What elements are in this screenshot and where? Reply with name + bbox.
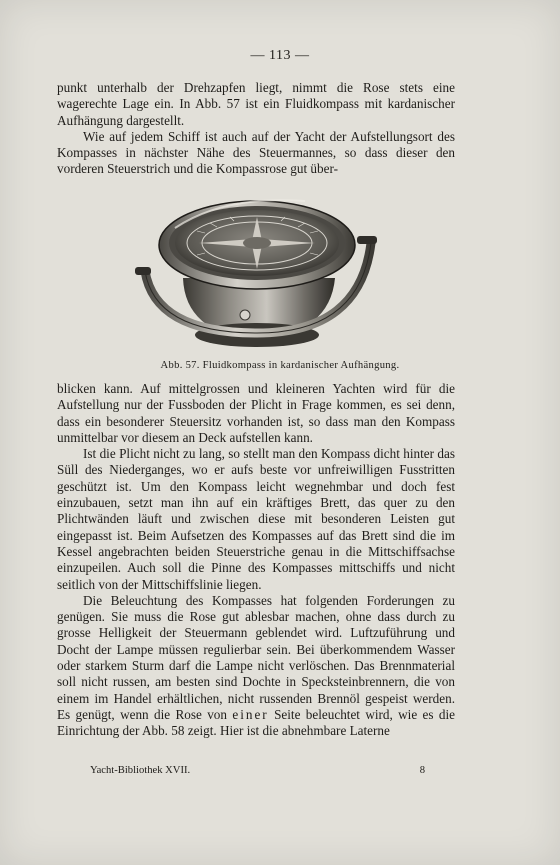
page-footer — [90, 765, 425, 776]
text-block-top — [57, 80, 455, 178]
paragraph-text: Seite beleuchtet wird, wie es die Einrichtung der Abb. 58 zeigt. Hier ist die abnehmbare Laterne — [57, 706, 455, 739]
compass-illustration — [135, 183, 380, 355]
text-block-bottom — [57, 381, 455, 740]
series-title: Yacht-Bibliothek XVII. — [90, 765, 191, 776]
compass-image — [135, 183, 380, 355]
emphasized-word: einer — [232, 706, 269, 722]
paragraph: punkt unterhalb der Drehzapfen liegt, nimmt die Rose stets eine wagerechte Lage ein. In Abb. 57 ist ein Fluidkompass mit kardanischer Aufhängung dargestellt. — [57, 80, 455, 128]
paragraph: Wie auf jedem Schiff ist auch auf der Yacht der Aufstellungsort des Kompasses in nächster Nähe des Steuermannes, so dass dieser den vorderen Steuerstrich und die Kompassrose gut über- — [57, 128, 455, 177]
paragraph-lighting — [57, 593, 455, 740]
figure-caption: Abb. 57. Fluidkompass in kardanischer Aufhängung. — [160, 360, 400, 371]
page-number: — 113 — — [250, 48, 310, 63]
paragraph: blicken kann. Auf mittelgrossen und kleineren Yachten wird für die Aufstellung nur der Fussboden der Plicht in Frage kommen, es sei denn, dass ein besonderer Steuersitz vorhanden ist, so dass man den Kompass unmittelbar vor diesem an Deck aufstellen kann. — [57, 381, 455, 445]
paragraph-text: Die Beleuchtung des Kompasses hat folgenden Forderungen zu genügen. Sie muss die Rose gut ablesbar machen, ohne dass durch zu grosse Helligkeit der Steuermann geblendet wird. Luftzuführung und Docht der Lampe müssen regulierbar sein. Bei überkommendem Wasser oder starkem Sturm darf die Lampe nicht verlöschen. Das Brennmaterial soll nicht russen, am besten sind Dochte in Specksteinbrennern, die von einem im Handel erhältlichen, nicht russenden Brennöl gespeist werden. Es genügt, wenn die Rose von — [57, 592, 455, 722]
signature-mark: 8 — [419, 765, 425, 776]
paragraph: Ist die Plicht nicht zu lang, so stellt man den Kompass dicht hinter das Süll des Niederganges, wo er aufs beste vor unfreiwilligen Fusstritten geschützt ist. Um den Kompass leicht wegnehmbar und doch fest einzubauen, setzt man ihn auf ein kräftiges Brett, das quer zu den Plichtwänden läuft und zwischen diese mit besonderen Leisten gut eingepasst ist. Beim Aufsetzen des Kompasses auf das Brett sind die im Kessel angebrachten beiden Steuerstriche genau in die Mittschiffsachse einzupeilen. Auch soll die Pinne des Kompasses mittschiffs und nicht seitlich von der Mittschiffslinie liegen. — [57, 446, 455, 592]
